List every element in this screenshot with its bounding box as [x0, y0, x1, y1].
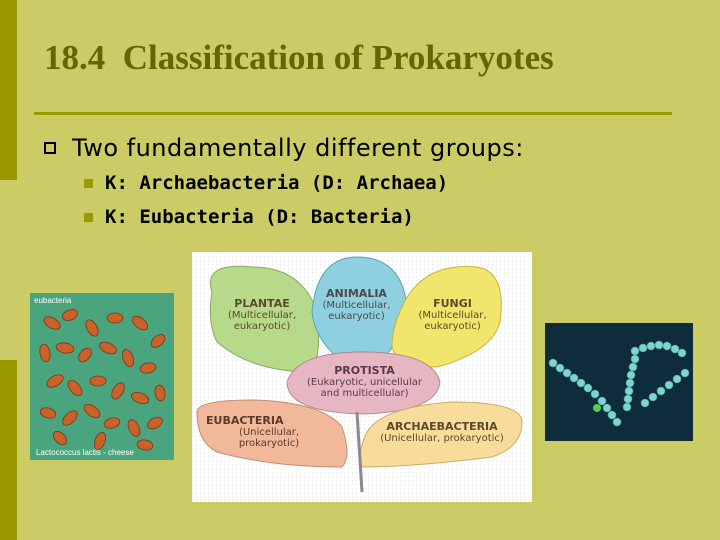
sub-bullet-archaebacteria — [84, 172, 448, 194]
slide-title: 18.4 Classification of Prokaryotes — [44, 38, 554, 77]
bacteria-cells-illustration — [30, 293, 174, 460]
square-bullet-icon — [84, 179, 93, 188]
title-divider — [34, 112, 672, 115]
decorative-side-bar-top — [0, 0, 17, 180]
fungi-label: FUNGI (Multicellular, eukaryotic) — [418, 297, 487, 332]
main-bullet-text: Two fundamentally different groups: — [72, 134, 524, 162]
sub-bullet-text: K: Archaebacteria (D: Archaea) — [105, 172, 449, 194]
archaebacteria-label: ARCHAEBACTERIA (Unicellular, prokaryotic) — [380, 420, 504, 444]
hollow-square-bullet-icon — [44, 142, 56, 154]
kingdoms-diagram — [192, 252, 532, 502]
main-bullet — [44, 134, 524, 162]
square-bullet-icon — [84, 213, 93, 222]
protista-label: PROTISTA (Eukaryotic, unicellular and multicellular) — [306, 364, 423, 399]
micrograph-caption-top: eubacteria — [34, 296, 72, 305]
animalia-label: ANIMALIA (Multicellular, eukaryotic) — [322, 287, 391, 322]
cyanobacteria-micrograph — [545, 323, 693, 441]
eubacteria-label: EUBACTERIA (Unicellular, prokaryotic) — [206, 414, 300, 449]
sub-bullet-eubacteria — [84, 206, 414, 228]
cell-chains-illustration — [545, 323, 693, 441]
micrograph-caption-bottom: Lactococcus lactis - cheese — [36, 448, 134, 457]
decorative-side-bar-bottom — [0, 360, 17, 540]
plantae-label: PLANTAE (Multicellular, eukaryotic) — [227, 297, 297, 332]
sub-bullet-text: K: Eubacteria (D: Bacteria) — [105, 206, 414, 228]
eubacteria-micrograph — [30, 293, 174, 460]
